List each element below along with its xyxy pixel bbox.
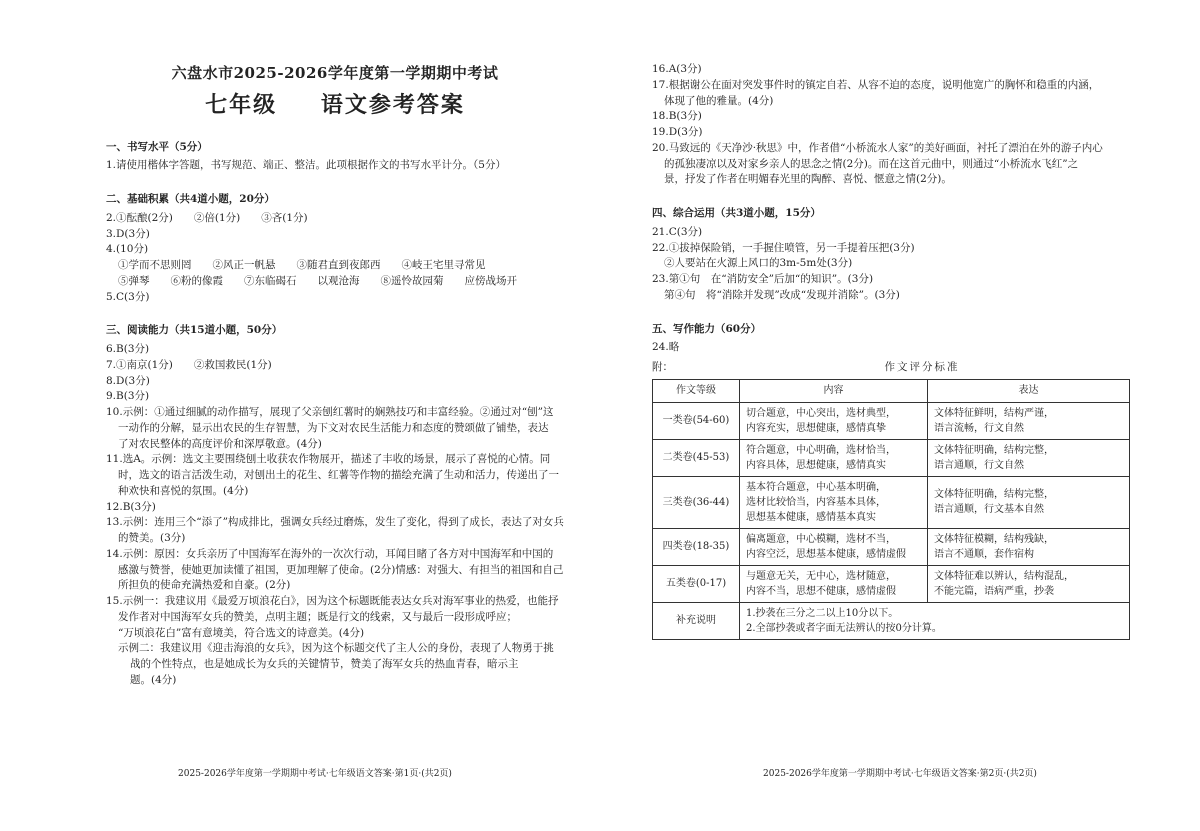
section-heading-reading: 三、阅读能力（共15道小题，50分） — [106, 324, 283, 337]
answer-1: 1.请使用楷体字答题，书写规范、端正、整洁。此项根据作文的书写水平计分。（5分） — [106, 159, 506, 172]
answer-19: 19.D(3分) — [652, 126, 703, 138]
column-header-expression: 表达 — [928, 379, 1130, 402]
answer-2: 2.①酝酿(2分) ②倍(1分) ③吝(1分) — [106, 211, 308, 224]
table-row-supplement — [653, 602, 1130, 639]
cell-line: 语言不通顺，套作宿构 — [934, 548, 1034, 560]
cell-line: 文体特征明确，结构完整， — [934, 444, 1054, 456]
cell-line: 语言流畅，行文自然 — [934, 422, 1024, 434]
document-title: 七年级 语文参考答案 — [205, 91, 465, 118]
answer-6: 6.B(3分) — [106, 343, 150, 355]
answer-9: 9.B(3分) — [106, 390, 150, 403]
expression-cell — [928, 565, 1130, 602]
answer-13-line-2: 的赞美。(3分) — [118, 532, 186, 544]
section-heading-basics: 二、基础积累（共4道小题，20分） — [106, 193, 275, 205]
answer-20-line-2: 的孤独凄凉以及对家乡亲人的思念之情(2分)。而在这首元曲中，则通过“小桥流水飞红”之 — [664, 157, 1079, 170]
expression-cell — [928, 476, 1130, 528]
cell-line: 文体特征明确，结构完整， — [934, 489, 1054, 501]
content-cell — [740, 528, 928, 565]
grade-cell: 一类卷(54-60) — [653, 402, 740, 439]
answer-3: 3.D(3分) — [106, 227, 150, 240]
grade-cell: 五类卷(0-17) — [653, 565, 740, 602]
cell-line: 内容空泛，思想基本健康，感情虚假 — [746, 548, 906, 560]
answer-16: 16.A(3分) — [652, 63, 702, 75]
answer-4: 4.(10分) — [106, 243, 149, 256]
answer-11-line-2: 时，选文的语言活泼生动，对刨出土的花生、红薯等作物的描绘充满了生动和活力，传递出了一 — [118, 469, 559, 481]
supplement-label-cell: 补充说明 — [653, 602, 740, 639]
answer-20-line-1: 20.马致远的《天净沙·秋思》中，作者借“小桥流水人家”的美好画面，衬托了漂泊在外的游子内心 — [652, 141, 1103, 154]
grade-cell: 三类卷(36-44) — [653, 476, 740, 528]
table-caption-row — [652, 360, 1132, 376]
answer-18: 18.B(3分) — [652, 110, 702, 123]
appendix-label: 附： — [652, 361, 673, 373]
cell-line: 语言通顺，行文基本自然 — [934, 504, 1044, 516]
cell-line: 文体特征难以辨认，结构混乱， — [934, 570, 1074, 582]
supplement-cell — [740, 602, 1130, 639]
cell-line: 基本符合题意，中心基本明确， — [746, 481, 886, 493]
page-footer-1: 2025-2026学年度第一学期期中考试·七年级语文答案·第1页·(共2页) — [178, 768, 452, 779]
table-row — [653, 565, 1130, 602]
supplement-line: 2.全部抄袭或者字面无法辨认的按0分计算。 — [746, 622, 942, 634]
cell-line: 思想基本健康，感情基本真实 — [746, 511, 876, 523]
table-caption: 作文评分标准 — [884, 361, 960, 373]
answer-4-line-1: ①学而不思则罔 ②风正一帆悬 ③随君直到夜郎西 ④岐王宅里寻常见 — [118, 259, 486, 271]
answer-4-line-2: ⑤弹琴 ⑥粉的像霞 ⑦东临碣石 以观沧海 ⑧遥怜故园菊 应傍战场开 — [118, 274, 517, 287]
answer-7: 7.①南京(1分) ②救国救民(1分) — [106, 358, 272, 371]
answer-5: 5.C(3分) — [106, 290, 150, 303]
answer-20-line-3: 景，抒发了作者在明媚春光里的陶醉、喜悦、惬意之情(2分)。 — [664, 173, 952, 186]
cell-line: 文体特征模糊，结构残缺， — [934, 533, 1054, 545]
answer-11-line-3: 种欢快和喜悦的氛围。(4分) — [118, 484, 249, 497]
content-cell — [740, 565, 928, 602]
answer-14-line-3: 所担负的使命充满热爱和自豪。(2分) — [118, 579, 291, 592]
cell-line: 内容不当，思想不健康，感情虚假 — [746, 585, 896, 597]
answer-22-line-1: 22.①拔掉保险销，一手握住喷管，另一手提着压把(3分) — [652, 241, 915, 254]
section-heading-writing-ability: 五、写作能力（60分） — [652, 322, 762, 335]
answer-10-line-3: 了对农民整体的高度评价和深厚敬意。(4分) — [118, 437, 322, 450]
page-footer-2: 2025-2026学年度第一学期期中考试·七年级语文答案·第2页·(共2页) — [763, 768, 1037, 779]
grade-cell: 二类卷(45-53) — [653, 439, 740, 476]
section-heading-integrated: 四、综合运用（共3道小题，15分） — [652, 207, 821, 219]
answer-22-line-2: ②人要站在火源上风口的3m-5m处(3分) — [664, 257, 853, 270]
answer-10-line-1: 10.示例：①通过细腻的动作描写，展现了父亲刨红薯时的娴熟技巧和丰富经验。②通过对“刨”这 — [106, 406, 554, 418]
table-header-row — [653, 379, 1130, 402]
answer-15-line-4: 示例二：我建议用《迎击海浪的女兵》，因为这个标题交代了主人公的身份，表现了人物勇于挑 — [118, 642, 554, 655]
answer-15-line-1: 15.示例一：我建议用《最爱万顷浪花白》，因为这个标题既能表达女兵对海军事业的热爱，也能抒 — [106, 595, 559, 607]
column-header-grade: 作文等级 — [653, 379, 740, 402]
answer-15-line-6: 题。(4分) — [130, 673, 177, 686]
cell-line: 内容充实，思想健康，感情真挚 — [746, 422, 886, 434]
answer-page-2 — [600, 0, 1200, 831]
grading-table — [652, 379, 1130, 640]
answer-13-line-1: 13.示例：连用三个“添了”构成排比，强调女兵经过磨炼，发生了变化，得到了成长，表达了对女兵 — [106, 516, 564, 529]
supplement-line: 1.抄袭在三分之二以上10分以下。 — [746, 607, 899, 619]
answer-17-line-1: 17.根据谢公在面对突发事件时的镇定自若、从容不迫的态度，说明他宽广的胸怀和稳重的内涵， — [652, 78, 1100, 91]
answer-21: 21.C(3分) — [652, 225, 703, 238]
cell-line: 选材比较恰当，内容基本具体， — [746, 496, 886, 508]
answer-11-line-1: 11.选A。示例：选文主要围绕刨土收获农作物展开，描述了丰收的场景，展示了喜悦的心情。同 — [106, 453, 551, 466]
expression-cell — [928, 528, 1130, 565]
answer-12: 12.B(3分) — [106, 500, 156, 513]
answer-17-line-2: 体现了他的雅量。(4分) — [664, 94, 774, 107]
section-heading-writing: 一、书写水平（5分） — [106, 140, 208, 153]
grade-cell: 四类卷(18-35) — [653, 528, 740, 565]
answer-23-line-2: 第④句 将“消除并发现”改成“发现并消除”。(3分) — [664, 288, 900, 301]
table-row — [653, 402, 1130, 439]
cell-line: 符合题意，中心明确，选材恰当， — [746, 444, 896, 456]
expression-cell — [928, 439, 1130, 476]
answer-14-line-2: 感激与赞誉，使她更加读懂了祖国，更加理解了使命。(2分)情感：对强大、有担当的祖国和自己 — [118, 563, 564, 576]
cell-line: 不能完篇，语病严重，抄袭 — [934, 585, 1054, 597]
answer-24: 24.略 — [652, 341, 680, 354]
content-cell — [740, 476, 928, 528]
table-row — [653, 439, 1130, 476]
answer-23-line-1: 23.第①句 在“消防安全”后加“的知识”。(3分) — [652, 273, 874, 285]
cell-line: 文体特征鲜明，结构严谨， — [934, 407, 1054, 419]
cell-line: 与题意无关，无中心，选材随意， — [746, 570, 896, 582]
answer-15-line-5: 战的个性特点，也是她成长为女兵的关键情节，赞美了海军女兵的热血青春，暗示主 — [130, 658, 519, 670]
expression-cell — [928, 402, 1130, 439]
cell-line: 内容具体，思想健康，感情真实 — [746, 459, 886, 471]
content-cell — [740, 439, 928, 476]
answer-8: 8.D(3分) — [106, 374, 150, 387]
cell-line: 切合题意，中心突出，选材典型， — [746, 407, 896, 419]
answer-10-line-2: 一动作的分解，显示出农民的生存智慧，为下文对农民生活能力和态度的赞颂做了铺垫，表达 — [118, 421, 549, 434]
answer-14-line-1: 14.示例：原因：女兵亲历了中国海军在海外的一次次行动，耳闻目睹了各方对中国海军和中国的 — [106, 547, 554, 560]
column-header-content: 内容 — [740, 379, 928, 402]
table-row — [653, 476, 1130, 528]
content-cell — [740, 402, 928, 439]
exam-title: 六盘水市2025-2026学年度第一学期期中考试 — [171, 64, 499, 82]
answer-15-line-2: 发作者对中国海军女兵的赞美，点明主题；既是行文的线索，又与最后一段形成呼应； — [118, 610, 517, 623]
cell-line: 语言通顺，行文自然 — [934, 459, 1024, 471]
table-row — [653, 528, 1130, 565]
cell-line: 偏离题意，中心模糊，选材不当， — [746, 533, 896, 545]
answer-15-line-3: “万顷浪花白”富有意境美，符合选文的诗意美。(4分) — [118, 626, 365, 639]
